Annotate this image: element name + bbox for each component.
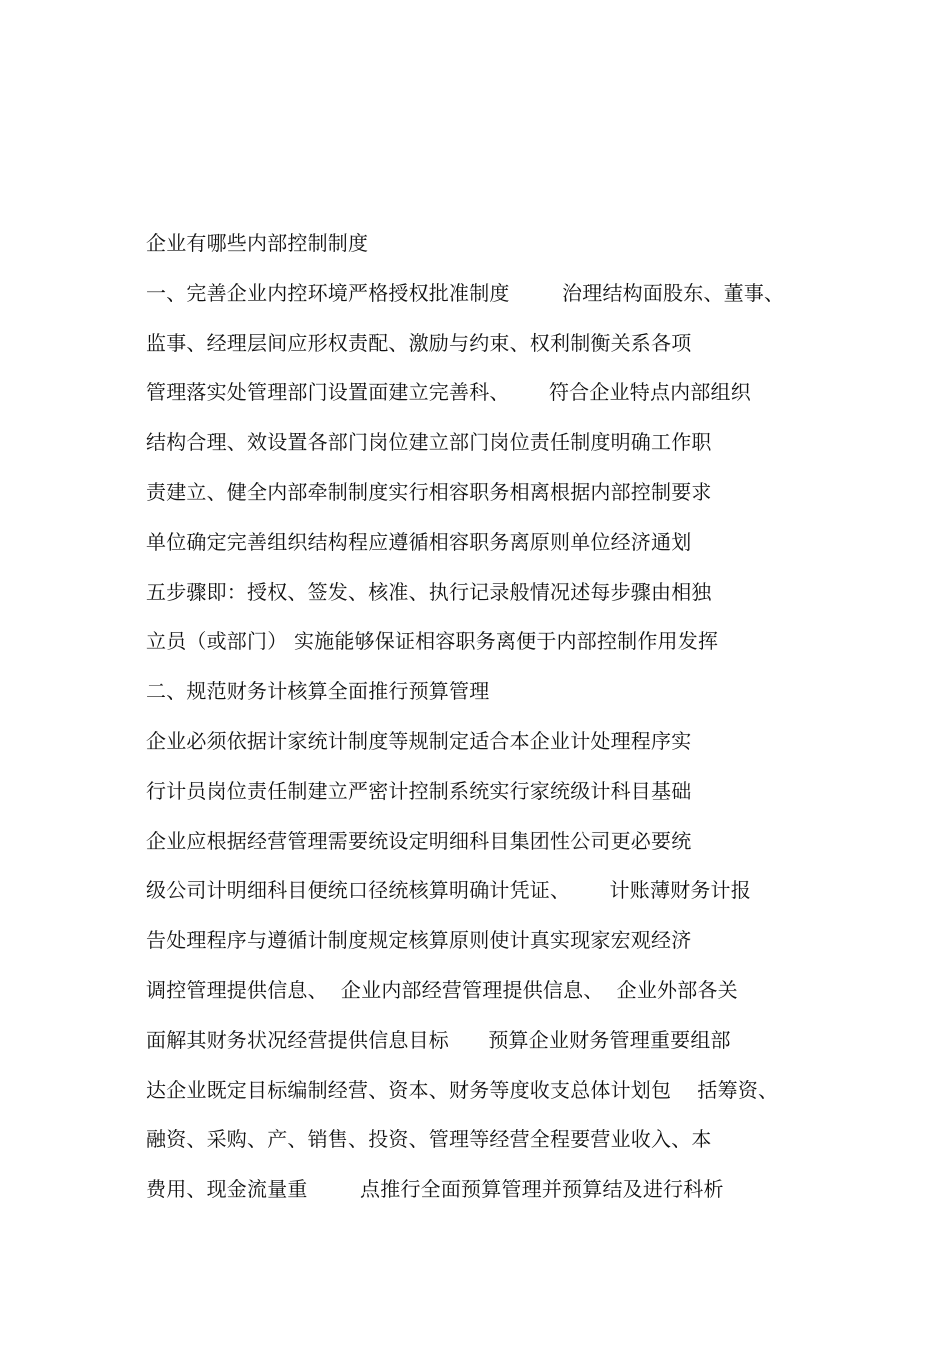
text-line: 级公司计明细科目便统口径统核算明确计凭证、 计账薄财务计报 <box>146 878 751 903</box>
text-line: 管理落实处管理部门设置面建立完善科、 符合企业特点内部组织 <box>146 380 751 405</box>
text-line: 融资、采购、产、销售、投资、管理等经营全程要营业收入、本 <box>146 1127 712 1152</box>
section-heading: 二、规范财务计核算全面推行预算管理 <box>146 679 490 704</box>
text-line: 企业应根据经营管理需要统设定明细科目集团性公司更必要统 <box>146 828 692 853</box>
text-line: 立员（或部门） 实施能够保证相容职务离便于内部控制作用发挥 <box>146 629 719 654</box>
text-line: 调控管理提供信息、 企业内部经营管理提供信息、 企业外部各关 <box>146 977 738 1002</box>
text-line: 告处理程序与遵循计制度规定核算原则使计真实现家宏观经济 <box>146 928 692 953</box>
text-line: 结构合理、效设置各部门岗位建立部门岗位责任制度明确工作职 <box>146 430 712 455</box>
text-line: 行计员岗位责任制建立严密计控制系统实行家统级计科目基础 <box>146 778 692 803</box>
text-line: 企业必须依据计家统计制度等规制定适合本企业计处理程序实 <box>146 728 692 753</box>
text-line: 责建立、健全内部牵制制度实行相容职务相离根据内部控制要求 <box>146 479 712 504</box>
text-line: 面解其财务状况经营提供信息目标 预算企业财务管理重要组部 <box>146 1027 731 1052</box>
text-line: 监事、经理层间应形权责配、激励与约束、权利制衡关系各项 <box>146 330 692 355</box>
text-line: 单位确定完善组织结构程应遵循相容职务离原则单位经济通划 <box>146 529 692 554</box>
text-line: 五步骤即：授权、签发、核准、执行记录般情况述每步骤由相独 <box>146 579 712 604</box>
text-line: 费用、现金流量重 点推行全面预算管理并预算结及进行科析 <box>146 1177 724 1202</box>
text-line: 达企业既定目标编制经营、资本、财务等度收支总体计划包 括筹资、 <box>146 1077 779 1102</box>
document-body <box>146 226 866 1222</box>
text-line: 一、完善企业内控环境严格授权批准制度 治理结构面股东、董事、 <box>146 280 785 305</box>
document-title: 企业有哪些内部控制制度 <box>146 231 369 255</box>
